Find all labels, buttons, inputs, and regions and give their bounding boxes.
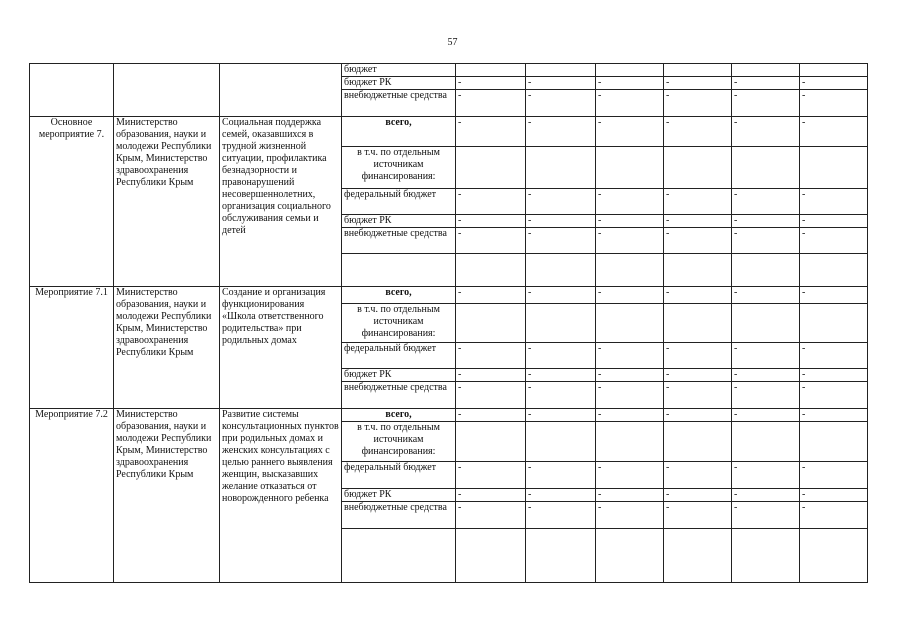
value-cell: - (526, 369, 596, 382)
value-cell: - (664, 215, 732, 228)
activity-name-cell: Основное мероприятие 7. (30, 117, 114, 287)
activity-name-cell (30, 64, 114, 117)
executor-cell: Министерство образования, науки и молодежи Республики Крым, Министерство здравоохранения Республики Крым (114, 409, 220, 583)
value-cell: - (732, 215, 800, 228)
value-cell: - (800, 369, 868, 382)
value-cell: - (456, 502, 526, 529)
value-cell (800, 254, 868, 287)
value-cell: - (456, 117, 526, 147)
source-label (342, 254, 456, 287)
value-cell: - (526, 462, 596, 489)
value-cell: - (526, 117, 596, 147)
value-cell: - (664, 409, 732, 422)
source-label: бюджет РК (342, 215, 456, 228)
value-cell (456, 64, 526, 77)
value-cell: - (800, 382, 868, 409)
table-row (30, 409, 868, 422)
value-cell: - (456, 215, 526, 228)
value-cell: - (596, 287, 664, 304)
value-cell: - (456, 343, 526, 369)
value-cell: - (596, 228, 664, 254)
value-cell: - (732, 489, 800, 502)
value-cell (664, 64, 732, 77)
value-cell (456, 147, 526, 189)
executor-cell (114, 64, 220, 117)
value-cell (800, 304, 868, 343)
value-cell (732, 254, 800, 287)
value-cell (800, 147, 868, 189)
value-cell: - (664, 117, 732, 147)
value-cell (800, 64, 868, 77)
value-cell: - (800, 409, 868, 422)
page-number: 57 (447, 37, 458, 48)
value-cell (456, 254, 526, 287)
value-cell: - (596, 117, 664, 147)
activity-name-cell: Мероприятие 7.2 (30, 409, 114, 583)
value-cell (732, 422, 800, 462)
value-cell: - (456, 287, 526, 304)
value-cell (526, 64, 596, 77)
value-cell: - (456, 90, 526, 117)
value-cell: - (732, 343, 800, 369)
value-cell: - (596, 369, 664, 382)
source-label: бюджет (342, 64, 456, 77)
source-label: бюджет РК (342, 369, 456, 382)
value-cell: - (526, 502, 596, 529)
source-label (342, 529, 456, 583)
source-label: внебюджетные средства (342, 382, 456, 409)
value-cell (526, 254, 596, 287)
value-cell: - (800, 489, 868, 502)
value-cell: - (732, 228, 800, 254)
value-cell: - (596, 489, 664, 502)
funding-table (29, 63, 868, 583)
value-cell (526, 422, 596, 462)
value-cell: - (800, 287, 868, 304)
value-cell: - (526, 343, 596, 369)
source-label: бюджет РК (342, 489, 456, 502)
value-cell: - (596, 90, 664, 117)
value-cell: - (456, 382, 526, 409)
table-row (30, 117, 868, 147)
source-label: федеральный бюджет (342, 343, 456, 369)
value-cell: - (732, 117, 800, 147)
source-label: внебюджетные средства (342, 228, 456, 254)
value-cell: - (732, 409, 800, 422)
value-cell: - (526, 228, 596, 254)
value-cell (456, 422, 526, 462)
total-label: всего, (342, 409, 456, 422)
value-cell (596, 254, 664, 287)
value-cell (526, 147, 596, 189)
value-cell: - (456, 228, 526, 254)
value-cell: - (664, 462, 732, 489)
value-cell (800, 422, 868, 462)
executor-cell: Министерство образования, науки и молодежи Республики Крым, Министерство здравоохранения Республики Крым (114, 287, 220, 409)
source-label: бюджет РК (342, 77, 456, 90)
value-cell (596, 64, 664, 77)
value-cell: - (526, 382, 596, 409)
value-cell: - (800, 215, 868, 228)
value-cell: - (596, 382, 664, 409)
table-row (30, 64, 868, 77)
sources-subheader: в т.ч. по отдельным источникам финансирования: (342, 304, 456, 343)
value-cell: - (526, 90, 596, 117)
value-cell: - (456, 489, 526, 502)
value-cell (664, 529, 732, 583)
value-cell: - (664, 189, 732, 215)
value-cell: - (596, 502, 664, 529)
value-cell: - (800, 77, 868, 90)
value-cell: - (596, 189, 664, 215)
value-cell: - (526, 409, 596, 422)
value-cell: - (732, 90, 800, 117)
value-cell: - (456, 77, 526, 90)
total-label: всего, (342, 287, 456, 304)
value-cell: - (800, 228, 868, 254)
value-cell: - (664, 502, 732, 529)
value-cell: - (732, 189, 800, 215)
value-cell: - (596, 409, 664, 422)
total-label: всего, (342, 117, 456, 147)
value-cell: - (596, 215, 664, 228)
value-cell: - (664, 228, 732, 254)
value-cell: - (800, 343, 868, 369)
activity-name-cell: Мероприятие 7.1 (30, 287, 114, 409)
value-cell: - (732, 369, 800, 382)
value-cell (732, 529, 800, 583)
sources-subheader: в т.ч. по отдельным источникам финансирования: (342, 147, 456, 189)
value-cell (526, 304, 596, 343)
value-cell: - (732, 77, 800, 90)
value-cell: - (664, 369, 732, 382)
source-label: федеральный бюджет (342, 462, 456, 489)
value-cell: - (456, 462, 526, 489)
value-cell (664, 422, 732, 462)
value-cell: - (664, 77, 732, 90)
value-cell: - (456, 409, 526, 422)
description-cell (220, 64, 342, 117)
value-cell (732, 304, 800, 343)
value-cell (596, 422, 664, 462)
value-cell: - (526, 215, 596, 228)
value-cell (664, 254, 732, 287)
value-cell (664, 147, 732, 189)
value-cell: - (596, 77, 664, 90)
table-row (30, 287, 868, 304)
source-label: федеральный бюджет (342, 189, 456, 215)
executor-cell: Министерство образования, науки и молодежи Республики Крым, Министерство здравоохранения Республики Крым (114, 117, 220, 287)
description-cell: Развитие системы консультационных пунктов при родильных домах и женских консультациях с целью раннего выявления женщин, высказавших желание отказаться от новорожденного ребенка (220, 409, 342, 583)
value-cell (596, 529, 664, 583)
value-cell: - (456, 189, 526, 215)
value-cell: - (800, 117, 868, 147)
value-cell (596, 147, 664, 189)
value-cell: - (800, 462, 868, 489)
source-label: внебюджетные средства (342, 90, 456, 117)
value-cell: - (800, 502, 868, 529)
value-cell: - (732, 287, 800, 304)
value-cell: - (800, 189, 868, 215)
value-cell (732, 64, 800, 77)
value-cell (596, 304, 664, 343)
value-cell (526, 529, 596, 583)
value-cell: - (526, 77, 596, 90)
value-cell: - (526, 189, 596, 215)
description-cell: Создание и организация функционирования «Школа ответственного родительства» при родильных домах (220, 287, 342, 409)
value-cell: - (732, 462, 800, 489)
value-cell: - (732, 382, 800, 409)
source-label: внебюджетные средства (342, 502, 456, 529)
value-cell: - (664, 90, 732, 117)
value-cell: - (526, 287, 596, 304)
description-cell: Социальная поддержка семей, оказавшихся в трудной жизненной ситуации, профилактика безнадзорности и правонарушений несовершеннолетних, организация социального обслуживания семьи и детей (220, 117, 342, 287)
value-cell (456, 304, 526, 343)
value-cell: - (664, 382, 732, 409)
value-cell (456, 529, 526, 583)
value-cell: - (596, 462, 664, 489)
value-cell: - (664, 343, 732, 369)
value-cell (800, 529, 868, 583)
value-cell (732, 147, 800, 189)
value-cell: - (596, 343, 664, 369)
value-cell: - (664, 287, 732, 304)
value-cell: - (664, 489, 732, 502)
value-cell (664, 304, 732, 343)
value-cell: - (456, 369, 526, 382)
value-cell: - (800, 90, 868, 117)
value-cell: - (732, 502, 800, 529)
value-cell: - (526, 489, 596, 502)
sources-subheader: в т.ч. по отдельным источникам финансирования: (342, 422, 456, 462)
